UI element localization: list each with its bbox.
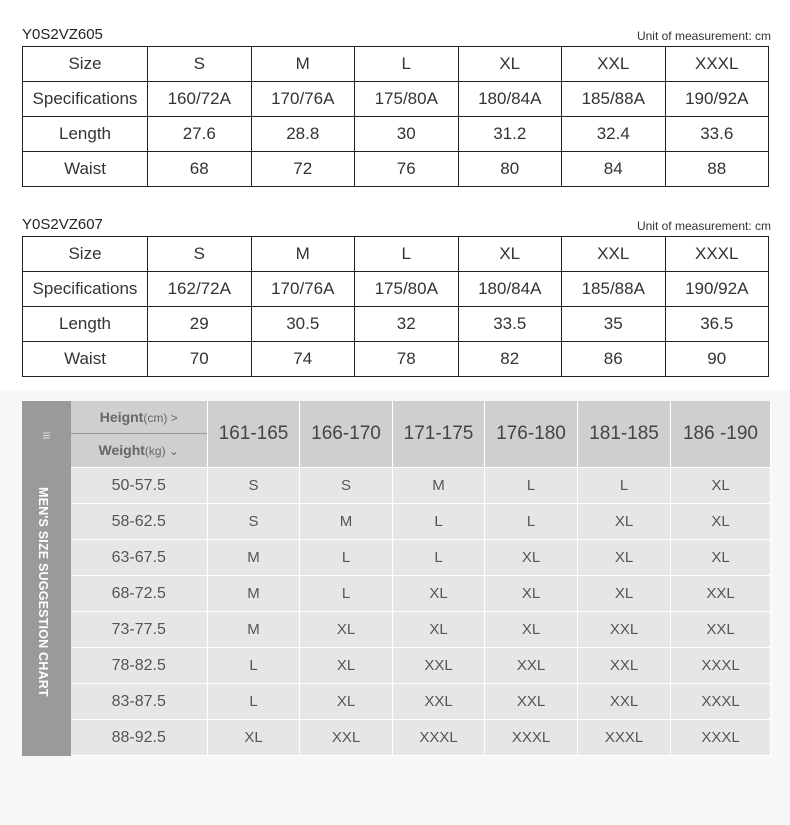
- row-header: Specifications: [23, 82, 148, 117]
- size-suggestion-chart: [22, 401, 771, 756]
- suggested-size: XL: [671, 540, 771, 576]
- suggested-size: XL: [671, 504, 771, 540]
- suggested-size: XXXL: [393, 720, 485, 756]
- suggested-size: XL: [393, 576, 485, 612]
- weight-range: 50-57.5: [71, 468, 208, 504]
- table-row: [23, 47, 769, 82]
- table-cell: XL: [458, 47, 562, 82]
- suggested-size: XXXL: [671, 684, 771, 720]
- table-cell: 160/72A: [148, 82, 252, 117]
- table-cell: 175/80A: [355, 272, 459, 307]
- suggested-size: L: [578, 468, 671, 504]
- suggested-size: XL: [671, 468, 771, 504]
- suggested-size: L: [393, 540, 485, 576]
- table-cell: 76: [355, 152, 459, 187]
- table-row: [23, 342, 769, 377]
- row-header: Waist: [23, 342, 148, 377]
- suggested-size: XXL: [485, 684, 578, 720]
- table-cell: L: [355, 237, 459, 272]
- suggested-size: XL: [300, 612, 393, 648]
- table-cell: 70: [148, 342, 252, 377]
- table-cell: S: [148, 47, 252, 82]
- suggested-size: S: [208, 504, 300, 540]
- suggested-size: XL: [485, 540, 578, 576]
- suggested-size: M: [208, 540, 300, 576]
- height-range-header: 166-170: [300, 401, 393, 468]
- suggested-size: L: [208, 648, 300, 684]
- table-cell: 27.6: [148, 117, 252, 152]
- weight-unit: (kg) ⌄: [144, 444, 179, 458]
- table-row: [23, 307, 769, 342]
- suggested-size: XL: [208, 720, 300, 756]
- table-cell: 30.5: [251, 307, 355, 342]
- table-row: [71, 576, 771, 612]
- suggested-size: XXL: [300, 720, 393, 756]
- suggested-size: XXXL: [578, 720, 671, 756]
- height-range-header: 176-180: [485, 401, 578, 468]
- suggested-size: XL: [578, 504, 671, 540]
- suggested-size: XL: [485, 612, 578, 648]
- table-row: [71, 468, 771, 504]
- table-cell: 180/84A: [458, 82, 562, 117]
- table-cell: M: [251, 237, 355, 272]
- table-row: [23, 82, 769, 117]
- suggested-size: XXL: [485, 648, 578, 684]
- suggested-size: XXL: [578, 684, 671, 720]
- unit-note: Unit of measurement: cm: [636, 219, 771, 233]
- suggested-size: XL: [300, 648, 393, 684]
- weight-range: 78-82.5: [71, 648, 208, 684]
- suggested-size: M: [393, 468, 485, 504]
- row-header: Size: [23, 237, 148, 272]
- table-row: [71, 648, 771, 684]
- chart-side-label: [22, 401, 71, 756]
- suggested-size: XL: [485, 576, 578, 612]
- suggested-size: XXL: [671, 612, 771, 648]
- table-row: [23, 152, 769, 187]
- suggested-size: L: [300, 576, 393, 612]
- suggested-size: XXXL: [671, 720, 771, 756]
- suggestion-table: [71, 401, 772, 756]
- suggested-size: XL: [578, 540, 671, 576]
- table-cell: XXXL: [665, 47, 769, 82]
- suggested-size: M: [208, 612, 300, 648]
- suggested-size: L: [485, 468, 578, 504]
- suggested-size: XXL: [393, 648, 485, 684]
- suggested-size: XXXL: [485, 720, 578, 756]
- table-row: [71, 684, 771, 720]
- suggested-size: L: [485, 504, 578, 540]
- weight-axis-label: [71, 434, 208, 467]
- row-header: Size: [23, 47, 148, 82]
- menu-icon: ≡: [42, 427, 51, 443]
- table-row: [71, 720, 771, 756]
- table-cell: 32.4: [562, 117, 666, 152]
- row-header: Specifications: [23, 272, 148, 307]
- suggested-size: XL: [300, 684, 393, 720]
- table-row: [71, 612, 771, 648]
- table-row: [71, 504, 771, 540]
- suggested-size: XXXL: [671, 648, 771, 684]
- table-cell: 86: [562, 342, 666, 377]
- product-code: Y0S2VZ607: [22, 216, 103, 233]
- table-cell: 84: [562, 152, 666, 187]
- chart-title: MEN'S SIZE SUGGESTION CHART: [36, 487, 50, 697]
- size-table-block-1: [22, 24, 771, 187]
- weight-label: Weight: [98, 442, 145, 458]
- suggested-size: XL: [578, 576, 671, 612]
- weight-range: 58-62.5: [71, 504, 208, 540]
- header-row: [71, 401, 771, 468]
- table-cell: 33.6: [665, 117, 769, 152]
- table-cell: XL: [458, 237, 562, 272]
- height-range-header: 186 -190: [671, 401, 771, 468]
- height-range-header: 171-175: [393, 401, 485, 468]
- height-axis-label: [71, 401, 208, 434]
- table-cell: 170/76A: [251, 82, 355, 117]
- weight-range: 68-72.5: [71, 576, 208, 612]
- suggested-size: S: [300, 468, 393, 504]
- table-cell: 78: [355, 342, 459, 377]
- table-cell: L: [355, 47, 459, 82]
- table-cell: 88: [665, 152, 769, 187]
- suggested-size: M: [300, 504, 393, 540]
- table-cell: 80: [458, 152, 562, 187]
- row-header: Waist: [23, 152, 148, 187]
- table-row: [71, 540, 771, 576]
- table-cell: 162/72A: [148, 272, 252, 307]
- suggested-size: XXL: [671, 576, 771, 612]
- suggested-size: XL: [393, 612, 485, 648]
- row-header: Length: [23, 307, 148, 342]
- suggested-size: S: [208, 468, 300, 504]
- axis-header: [71, 401, 208, 468]
- height-unit: (cm) >: [143, 411, 178, 425]
- table-cell: XXL: [562, 47, 666, 82]
- suggested-size: XXL: [578, 612, 671, 648]
- suggested-size: M: [208, 576, 300, 612]
- table-cell: 31.2: [458, 117, 562, 152]
- table-cell: 32: [355, 307, 459, 342]
- weight-range: 73-77.5: [71, 612, 208, 648]
- suggested-size: L: [300, 540, 393, 576]
- table-cell: 72: [251, 152, 355, 187]
- table-cell: 35: [562, 307, 666, 342]
- table-cell: 74: [251, 342, 355, 377]
- unit-note: Unit of measurement: cm: [636, 29, 771, 43]
- suggested-size: L: [208, 684, 300, 720]
- table-cell: 28.8: [251, 117, 355, 152]
- suggested-size: XXL: [393, 684, 485, 720]
- table-cell: 82: [458, 342, 562, 377]
- weight-range: 88-92.5: [71, 720, 208, 756]
- suggested-size: XXL: [578, 648, 671, 684]
- table-row: [23, 117, 769, 152]
- product-code: Y0S2VZ605: [22, 26, 103, 43]
- table-row: [23, 272, 769, 307]
- table-cell: 30: [355, 117, 459, 152]
- weight-range: 63-67.5: [71, 540, 208, 576]
- suggested-size: L: [393, 504, 485, 540]
- table-cell: 180/84A: [458, 272, 562, 307]
- table-cell: 190/92A: [665, 82, 769, 117]
- size-table: [22, 236, 769, 377]
- height-range-header: 181-185: [578, 401, 671, 468]
- size-table-block-2: [22, 214, 771, 377]
- table-row: [23, 237, 769, 272]
- weight-range: 83-87.5: [71, 684, 208, 720]
- table-cell: 36.5: [665, 307, 769, 342]
- table-cell: 175/80A: [355, 82, 459, 117]
- table-cell: 185/88A: [562, 82, 666, 117]
- table-cell: 29: [148, 307, 252, 342]
- table-cell: XXXL: [665, 237, 769, 272]
- table-cell: 68: [148, 152, 252, 187]
- row-header: Length: [23, 117, 148, 152]
- table-cell: 33.5: [458, 307, 562, 342]
- table-cell: 90: [665, 342, 769, 377]
- height-label: Heignt: [99, 409, 144, 425]
- table-cell: 190/92A: [665, 272, 769, 307]
- table-cell: XXL: [562, 237, 666, 272]
- table-cell: 170/76A: [251, 272, 355, 307]
- size-table: [22, 46, 769, 187]
- height-range-header: 161-165: [208, 401, 300, 468]
- table-cell: 185/88A: [562, 272, 666, 307]
- table-cell: M: [251, 47, 355, 82]
- table-cell: S: [148, 237, 252, 272]
